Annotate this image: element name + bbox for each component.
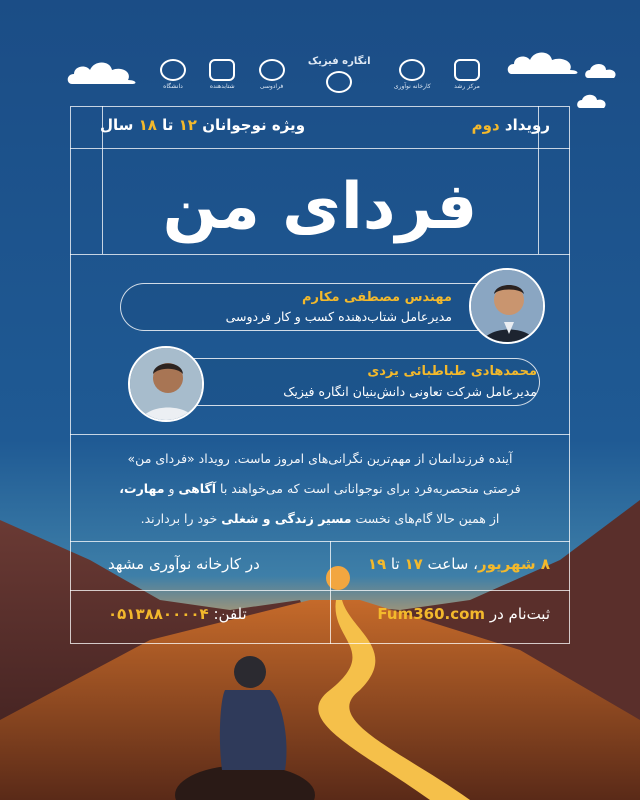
logo-1 <box>454 59 480 90</box>
age-prefix: ویژه نوجوانان <box>196 116 306 134</box>
description-line-2 <box>78 474 562 504</box>
logo-2 <box>394 59 431 90</box>
cloud-right-icon <box>506 48 584 78</box>
event-title: فردای من <box>162 170 478 244</box>
logo-3 <box>308 56 371 93</box>
registration-prefix: ثبت‌نام در <box>485 605 550 623</box>
ufo-icon <box>259 59 285 81</box>
event-date: ۸ شهریور <box>477 555 550 573</box>
cloud-small-icon <box>584 60 620 82</box>
age-suffix: سال <box>100 116 139 134</box>
speaker-role-1: مدیرعامل شتاب‌دهنده کسب و کار فردوسی <box>225 309 452 324</box>
text-segment: از همین حالا گام‌های نخست <box>351 511 500 526</box>
speaker-name-2: محمدهادی طباطبائی یزدی <box>367 364 537 379</box>
text-segment: خود را بردارند. <box>140 511 222 526</box>
logo-caption: مرکز رشد <box>454 82 480 90</box>
event-description <box>78 444 562 534</box>
event-venue: در کارخانه نوآوری مشهد <box>108 555 260 573</box>
event-prefix: رویداد <box>499 116 550 134</box>
time-to: ۱۹ <box>367 555 387 573</box>
logo-caption: کارخانه نوآوری <box>393 82 431 90</box>
sponsor-logos <box>160 52 480 96</box>
rocket-icon <box>399 59 425 81</box>
speaker-photo-1 <box>469 268 545 344</box>
text-segment: فرصتی منحصربه‌فرد برای نوجوانانی است که می‌خواهند با <box>216 481 521 496</box>
time-from: ۱۷ <box>404 555 423 573</box>
registration-link[interactable]: Fum360.com <box>377 605 486 623</box>
logo-5 <box>209 59 235 90</box>
registration-info <box>377 605 550 623</box>
swirl-icon <box>326 71 352 93</box>
phone-number: ۰۵۱۳۸۸۰۰۰۰۴ <box>108 605 209 623</box>
logo-6 <box>160 59 186 90</box>
cloud-tiny-icon <box>576 92 610 110</box>
cloud-left-icon <box>66 58 140 88</box>
divider <box>70 590 570 591</box>
logo-caption: دانشگاه <box>163 82 183 90</box>
age-from: ۱۲ <box>178 116 197 134</box>
description-line-3 <box>78 504 562 534</box>
grid-icon <box>209 59 235 81</box>
time-mid: تا <box>386 555 405 573</box>
divider <box>70 434 570 435</box>
speaker-name-1: مهندس مصطفی مکارم <box>302 290 452 305</box>
event-number: دوم <box>471 116 500 134</box>
text-highlight: آگاهی <box>178 481 217 496</box>
time-prefix: ، ساعت <box>422 555 478 573</box>
gear-star-icon <box>454 59 480 81</box>
divider <box>70 148 570 149</box>
age-to: ۱۸ <box>138 116 157 134</box>
text-segment: و <box>164 481 179 496</box>
divider <box>70 541 570 542</box>
text-highlight: مسیر زندگی و شغلی <box>221 511 352 526</box>
text-highlight: مهارت، <box>119 481 165 496</box>
logo-caption: فرادوسی <box>259 82 284 90</box>
event-label <box>472 116 550 134</box>
logo-4 <box>259 59 285 90</box>
logo-caption: شتابدهنده <box>209 82 235 90</box>
speaker-photo-2 <box>128 346 204 422</box>
logo-caption: انگاره فیزیک <box>307 55 371 67</box>
event-datetime <box>368 555 550 573</box>
divider <box>330 541 331 644</box>
description-line-1: آینده فرزندانمان از مهم‌ترین نگرانی‌های امروز ماست. رویداد «فردای من» <box>127 451 513 466</box>
age-label <box>100 116 305 134</box>
speaker-role-2: مدیرعامل شرکت تعاونی دانش‌بنیان انگاره فیزیک <box>283 384 537 399</box>
phone-info <box>108 605 247 623</box>
age-mid: تا <box>156 116 179 134</box>
flower-icon <box>160 59 186 81</box>
divider <box>70 254 570 255</box>
phone-label: تلفن: <box>208 605 247 623</box>
